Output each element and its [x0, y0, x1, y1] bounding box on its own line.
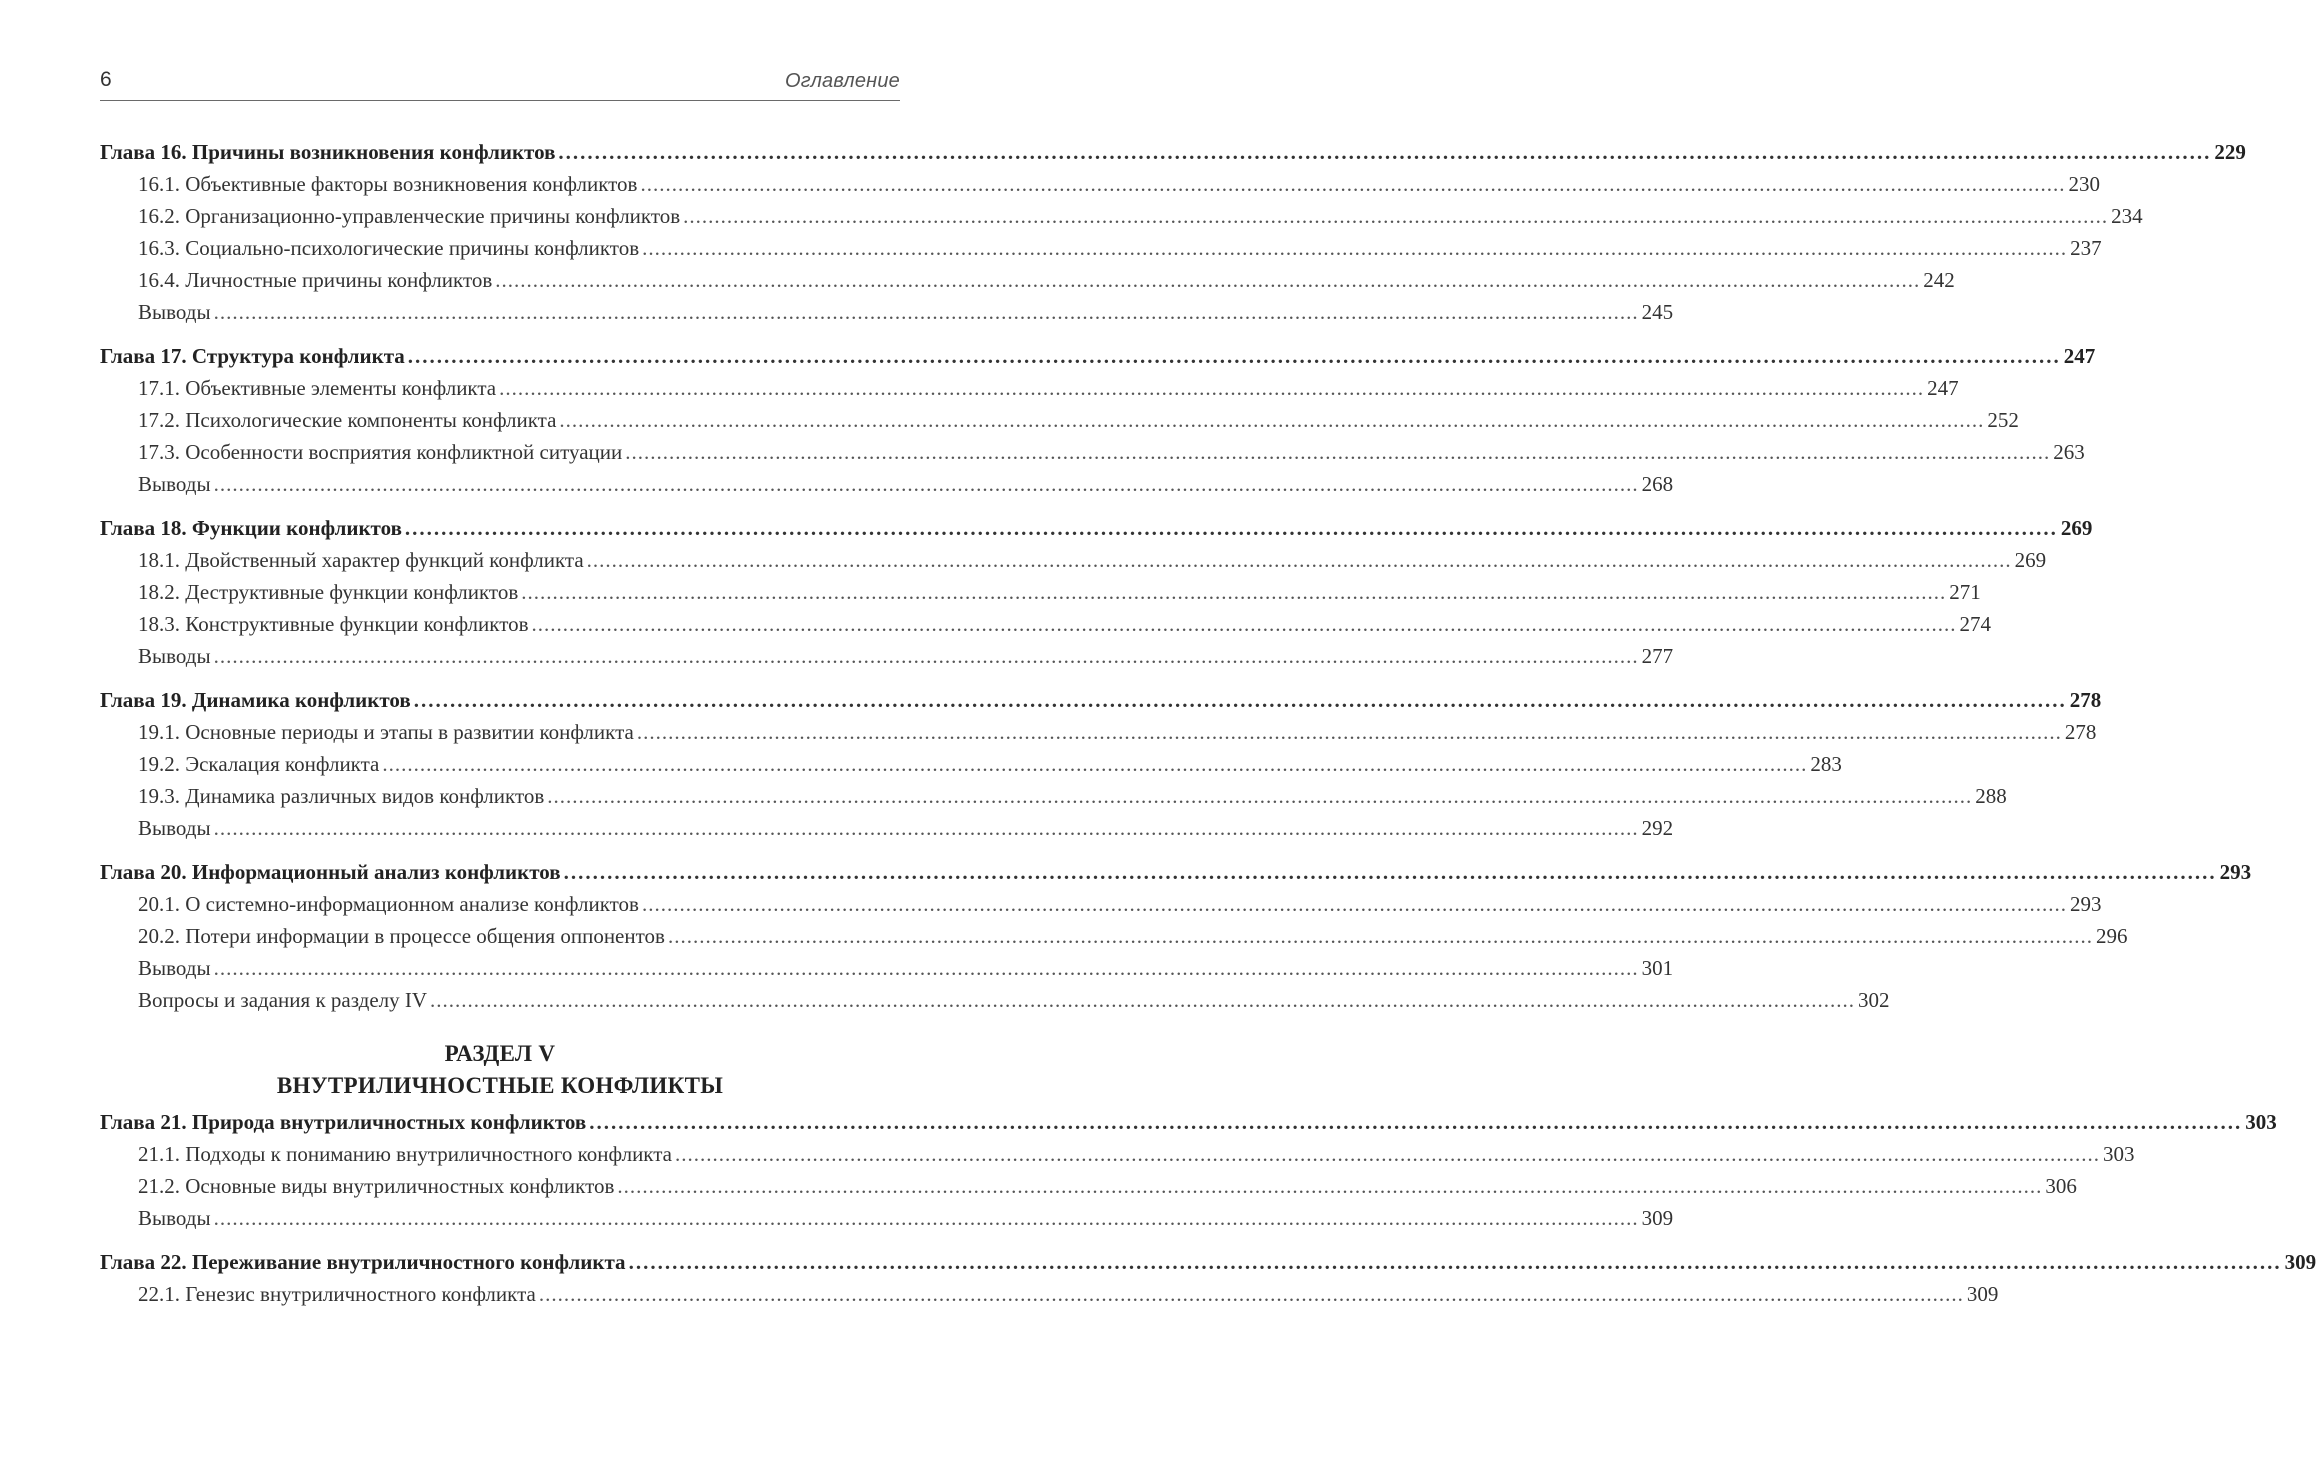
toc-item-title: Выводы	[138, 816, 211, 840]
toc-item-title: 20.2. Потери информации в процессе общения оппонентов	[138, 924, 665, 948]
running-header	[100, 64, 900, 101]
toc-item-21-2[interactable]	[100, 1170, 2077, 1202]
toc-item-title: Вопросы и задания к разделу IV	[138, 988, 428, 1012]
toc-item-19-3[interactable]	[100, 780, 2007, 812]
toc-item-16-conclusions[interactable]	[100, 296, 1674, 328]
toc-item-title: 18.1. Двойственный характер функций конфликта	[138, 548, 584, 572]
toc-chapter-18[interactable]	[100, 512, 2093, 544]
dot-leader: ....................................................................................................................................................................................................................................	[667, 924, 2093, 948]
toc-item-title: Выводы	[138, 300, 211, 324]
toc-item-19-conclusions[interactable]	[100, 812, 1674, 844]
page-number: 6	[100, 68, 112, 91]
toc-chapter-19[interactable]	[100, 684, 2102, 716]
toc-item-title: 21.1. Подходы к пониманию внутриличностного конфликта	[138, 1142, 672, 1166]
toc-page-number: 271	[1949, 580, 1981, 604]
toc-item-title: 17.1. Объективные элементы конфликта	[138, 376, 497, 400]
toc-item-16-4[interactable]	[100, 264, 1955, 296]
dot-leader: ....................................................................................................................................................................................................................................	[495, 268, 1921, 292]
toc-item-title: Выводы	[138, 644, 211, 668]
dot-leader: ....................................................................................................................................................................................................................................	[521, 580, 1947, 604]
section-number: РАЗДЕЛ V	[444, 1041, 556, 1066]
toc-item-title: 19.1. Основные периоды и этапы в развитии конфликта	[138, 720, 634, 744]
toc-item-title: 16.4. Личностные причины конфликтов	[138, 268, 493, 292]
toc-chapter-16[interactable]	[100, 136, 2246, 168]
toc-chapter-title: Глава 22. Переживание внутриличностного конфликта	[100, 1250, 626, 1274]
toc-chapter-title: Глава 19. Динамика конфликтов	[100, 688, 411, 712]
toc-item-16-2[interactable]	[100, 200, 2143, 232]
toc-item-title: 20.1. О системно-информационном анализе конфликтов	[138, 892, 639, 916]
section-heading	[100, 1038, 900, 1102]
toc-chapter-20[interactable]	[100, 856, 2252, 888]
toc-page-number: 293	[2069, 892, 2102, 916]
toc-item-title: 16.1. Объективные факторы возникновения конфликтов	[138, 172, 638, 196]
toc-page-number: 263	[2053, 440, 2085, 464]
dot-leader: ....................................................................................................................................................................................................................................	[430, 988, 1856, 1012]
toc-item-18-conclusions[interactable]	[100, 640, 1674, 672]
toc-chapter-22[interactable]	[100, 1246, 2316, 1278]
toc-page-number: 309	[2284, 1250, 2316, 1274]
toc-page-number: 309	[1641, 1206, 1674, 1230]
toc-item-21-1[interactable]	[100, 1138, 2135, 1170]
toc-item-title: 18.3. Конструктивные функции конфликтов	[138, 612, 529, 636]
toc-item-16-1[interactable]	[100, 168, 2100, 200]
dot-leader: ....................................................................................................................................................................................................................................	[617, 1174, 2043, 1198]
toc-page-number: 230	[2068, 172, 2100, 196]
toc-chapter-17[interactable]	[100, 340, 2096, 372]
toc-page-number: 293	[2219, 860, 2252, 884]
toc-chapter-title: Глава 17. Структура конфликта	[100, 344, 405, 368]
toc-item-17-2[interactable]	[100, 404, 2019, 436]
toc-item-20-conclusions[interactable]	[100, 952, 1674, 984]
dot-leader: ....................................................................................................................................................................................................................................	[683, 204, 2109, 228]
toc-page-number: 288	[1975, 784, 2007, 808]
toc-page-number: 247	[1927, 376, 1959, 400]
toc-page-number: 303	[2245, 1110, 2277, 1134]
toc-page-number: 278	[2064, 720, 2097, 744]
toc-page-number: 245	[1641, 300, 1674, 324]
toc-item-20-questions[interactable]	[100, 984, 1890, 1016]
dot-leader: ....................................................................................................................................................................................................................................	[213, 1206, 1639, 1230]
dot-leader: ....................................................................................................................................................................................................................................	[407, 344, 2061, 368]
toc-chapter-title: Глава 21. Природа внутриличностных конфликтов	[100, 1110, 587, 1134]
toc-item-title: 19.2. Эскалация конфликта	[138, 752, 380, 776]
toc-page-number: 269	[2060, 516, 2093, 540]
toc-chapter-title: Глава 18. Функции конфликтов	[100, 516, 402, 540]
toc-page-number: 292	[1641, 816, 1674, 840]
toc-item-title: Выводы	[138, 1206, 211, 1230]
dot-leader: ....................................................................................................................................................................................................................................	[558, 140, 2212, 164]
dot-leader: ....................................................................................................................................................................................................................................	[213, 300, 1639, 324]
dot-leader: ....................................................................................................................................................................................................................................	[641, 892, 2067, 916]
toc-page-number: 234	[2111, 204, 2143, 228]
toc-page-number: 247	[2063, 344, 2096, 368]
dot-leader: ....................................................................................................................................................................................................................................	[589, 1110, 2243, 1134]
toc-item-18-1[interactable]	[100, 544, 2047, 576]
toc-item-title: 17.3. Особенности восприятия конфликтной ситуации	[138, 440, 623, 464]
dot-leader: ....................................................................................................................................................................................................................................	[538, 1282, 1964, 1306]
dot-leader: ....................................................................................................................................................................................................................................	[636, 720, 2062, 744]
dot-leader: ....................................................................................................................................................................................................................................	[213, 472, 1639, 496]
toc-page-number: 283	[1810, 752, 1842, 776]
dot-leader: ....................................................................................................................................................................................................................................	[586, 548, 2012, 572]
dot-leader: ....................................................................................................................................................................................................................................	[413, 688, 2067, 712]
toc-item-20-1[interactable]	[100, 888, 2102, 920]
toc-item-17-conclusions[interactable]	[100, 468, 1674, 500]
dot-leader: ....................................................................................................................................................................................................................................	[547, 784, 1973, 808]
dot-leader: ....................................................................................................................................................................................................................................	[674, 1142, 2100, 1166]
toc-page-number: 277	[1641, 644, 1674, 668]
toc-item-title: 16.2. Организационно-управленческие причины конфликтов	[138, 204, 681, 228]
toc-item-17-1[interactable]	[100, 372, 1959, 404]
dot-leader: ....................................................................................................................................................................................................................................	[642, 236, 2068, 260]
toc-item-title: 19.3. Динамика различных видов конфликтов	[138, 784, 545, 808]
toc-page-number: 302	[1858, 988, 1890, 1012]
toc-item-18-3[interactable]	[100, 608, 1992, 640]
toc-chapter-21[interactable]	[100, 1106, 2277, 1138]
toc-item-title: Выводы	[138, 472, 211, 496]
toc-page-number: 306	[2045, 1174, 2077, 1198]
toc-item-title: 16.3. Социально-психологические причины конфликтов	[138, 236, 640, 260]
toc-page-number: 274	[1959, 612, 1992, 636]
toc-item-title: 21.2. Основные виды внутриличностных конфликтов	[138, 1174, 615, 1198]
toc-page-number: 237	[2070, 236, 2102, 260]
toc-item-17-3[interactable]	[100, 436, 2085, 468]
toc-page-number: 229	[2214, 140, 2246, 164]
toc-page-number: 268	[1641, 472, 1674, 496]
toc-chapter-title: Глава 16. Причины возникновения конфликтов	[100, 140, 556, 164]
dot-leader: ....................................................................................................................................................................................................................................	[213, 644, 1639, 668]
toc-page-number: 301	[1641, 956, 1674, 980]
toc-page-number: 278	[2069, 688, 2102, 712]
toc-item-title: Выводы	[138, 956, 211, 980]
toc-page-number: 296	[2095, 924, 2128, 948]
toc-chapter-title: Глава 20. Информационный анализ конфликтов	[100, 860, 561, 884]
toc-page-number: 252	[1987, 408, 2019, 432]
dot-leader: ....................................................................................................................................................................................................................................	[559, 408, 1985, 432]
toc-item-title: 18.2. Деструктивные функции конфликтов	[138, 580, 519, 604]
toc-page-number: 309	[1966, 1282, 1999, 1306]
dot-leader: ....................................................................................................................................................................................................................................	[628, 1250, 2282, 1274]
toc-item-19-1[interactable]	[100, 716, 2097, 748]
dot-leader: ....................................................................................................................................................................................................................................	[404, 516, 2058, 540]
toc-page-number: 242	[1923, 268, 1955, 292]
section-title: ВНУТРИЛИЧНОСТНЫЕ КОНФЛИКТЫ	[276, 1073, 724, 1098]
dot-leader: ....................................................................................................................................................................................................................................	[213, 956, 1639, 980]
dot-leader: ....................................................................................................................................................................................................................................	[625, 440, 2051, 464]
dot-leader: ....................................................................................................................................................................................................................................	[499, 376, 1925, 400]
toc-item-19-2[interactable]	[100, 748, 1842, 780]
dot-leader: ....................................................................................................................................................................................................................................	[382, 752, 1808, 776]
dot-leader: ....................................................................................................................................................................................................................................	[213, 816, 1639, 840]
toc-page-number: 269	[2014, 548, 2047, 572]
toc-item-20-2[interactable]	[100, 920, 2128, 952]
toc-item-16-3[interactable]	[100, 232, 2102, 264]
toc-item-18-2[interactable]	[100, 576, 1981, 608]
toc-item-22-1[interactable]	[100, 1278, 1999, 1310]
dot-leader: ....................................................................................................................................................................................................................................	[640, 172, 2066, 196]
table-of-contents	[100, 136, 2316, 1310]
running-title: Оглавление	[784, 70, 900, 92]
toc-item-21-conclusions[interactable]	[100, 1202, 1674, 1234]
dot-leader: ....................................................................................................................................................................................................................................	[531, 612, 1957, 636]
dot-leader: ....................................................................................................................................................................................................................................	[563, 860, 2217, 884]
toc-item-title: 22.1. Генезис внутриличностного конфликта	[138, 1282, 536, 1306]
toc-page-number: 303	[2102, 1142, 2135, 1166]
toc-item-title: 17.2. Психологические компоненты конфликта	[138, 408, 557, 432]
